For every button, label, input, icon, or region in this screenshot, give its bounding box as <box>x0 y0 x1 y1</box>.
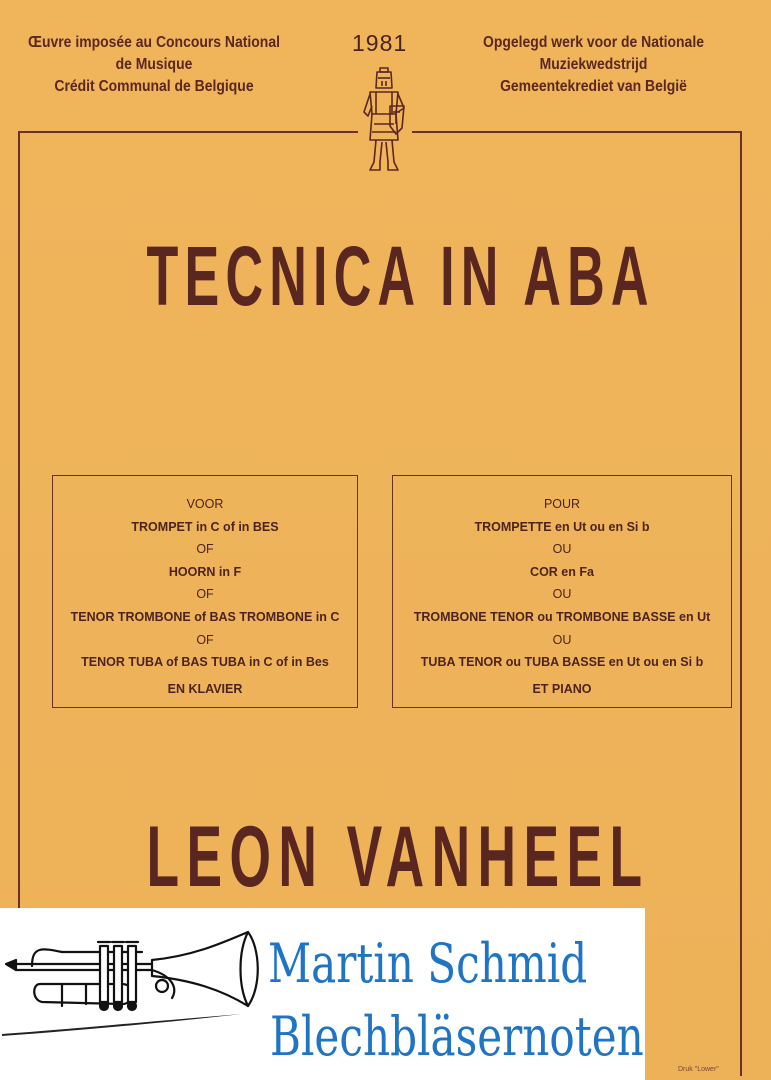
instrumentation-line: TROMPET in C of in BES <box>131 519 279 534</box>
header-left-line: Crédit Communal de Belgique <box>54 78 254 95</box>
instrumentation-line: TENOR TROMBONE of BAS TROMBONE in C <box>70 609 340 624</box>
frame-left-rule <box>18 131 20 908</box>
watermark-brand-tagline: Blechbläsernoten <box>270 1005 644 1068</box>
header-left-french <box>10 32 298 98</box>
instrumentation-line: HOORN in F <box>168 564 242 579</box>
frame-top-right-rule <box>412 131 742 133</box>
instrumentation-line: OF <box>196 632 214 647</box>
instrumentation-line: POUR <box>543 497 581 511</box>
instrumentation-line: OU <box>552 632 572 647</box>
header-right-line: Muziekwedstrijd <box>539 56 648 73</box>
frame-top-left-rule <box>18 131 358 133</box>
instrumentation-line: OF <box>196 587 214 602</box>
work-title: TECNICA IN ABA <box>146 229 655 323</box>
instrumentation-line: OF <box>196 542 214 557</box>
composer-name: LEON VANHEEL <box>146 809 650 905</box>
instrumentation-line: TUBA TENOR ou TUBA BASSE en Ut ou en Si b <box>420 655 704 670</box>
instrumentation-box-dutch <box>52 475 358 708</box>
printer-mark: Druk "Lower" <box>678 1066 719 1073</box>
header-right-line: Opgelegd werk voor de Nationale <box>483 34 704 51</box>
instrumentation-line: TENOR TUBA of BAS TUBA in C of in Bes <box>81 655 329 670</box>
instrumentation-line: TROMPETTE en Ut ou en Si b <box>474 519 650 534</box>
knight-emblem-icon <box>360 66 408 176</box>
instrumentation-line: VOOR <box>186 497 224 511</box>
instrumentation-line: TROMBONE TENOR ou TROMBONE BASSE en Ut <box>413 609 711 624</box>
header-right-line: Gemeentekrediet van België <box>500 78 687 95</box>
instrumentation-line: OU <box>552 542 572 557</box>
year: 1981 <box>352 30 408 56</box>
frame-right-rule <box>740 131 742 1076</box>
watermark-banner <box>0 908 645 1080</box>
trumpet-icon <box>2 926 264 1036</box>
watermark-brand-name: Martin Schmid <box>268 932 588 995</box>
header-right-dutch <box>445 32 742 98</box>
instrumentation-line: ET PIANO <box>532 681 592 696</box>
instrumentation-line: EN KLAVIER <box>167 681 243 696</box>
header-left-line: de Musique <box>115 56 193 73</box>
instrumentation-line: COR en Fa <box>530 564 594 579</box>
instrumentation-line: OU <box>552 587 572 602</box>
instrumentation-box-french <box>392 475 732 708</box>
header-left-line: Œuvre imposée au Concours National <box>28 34 280 51</box>
